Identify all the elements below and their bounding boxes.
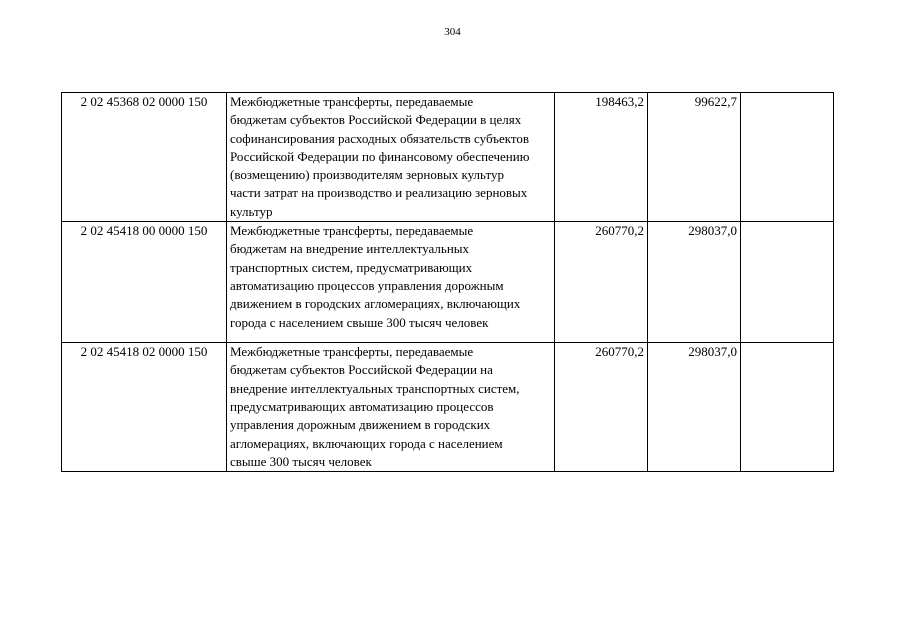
description-line: бюджетам на внедрение интеллектуальных <box>230 241 470 257</box>
description-line: внедрение интеллектуальных транспортных систем, <box>230 380 520 396</box>
budget-code-cell: 2 02 45418 00 0000 150 <box>62 222 227 343</box>
budget-table <box>61 92 834 472</box>
description-line: управления дорожным движением в городских <box>230 417 491 433</box>
description-line: автоматизацию процессов управления дорожным <box>230 277 504 293</box>
amount-cell-1: 260770,2 <box>555 343 648 472</box>
description-line: движением в городских агломерациях, включающих <box>230 296 521 312</box>
description-line: Российской Федерации по финансовому обеспечению <box>230 148 530 164</box>
description-line: города с населением свыше 300 тысяч человек <box>230 314 489 330</box>
amount-cell-2: 298037,0 <box>648 343 741 472</box>
description-cell <box>227 343 555 472</box>
amount-cell-2: 99622,7 <box>648 93 741 222</box>
description-line: предусматривающих автоматизацию процессов <box>230 398 494 414</box>
description-line: Межбюджетные трансферты, передаваемые <box>230 344 474 360</box>
page-number: 304 <box>444 26 461 38</box>
table-row <box>62 93 834 222</box>
description-line: части затрат на производство и реализацию зерновых <box>230 185 528 201</box>
description-line: агломерациях, включающих города с населением <box>230 435 503 451</box>
description-cell <box>227 222 555 343</box>
description-line: бюджетам субъектов Российской Федерации на <box>230 362 493 378</box>
amount-cell-2: 298037,0 <box>648 222 741 343</box>
amount-cell-1: 198463,2 <box>555 93 648 222</box>
description-line: Межбюджетные трансферты, передаваемые <box>230 223 474 239</box>
budget-code-cell: 2 02 45368 02 0000 150 <box>62 93 227 222</box>
description-line: софинансирования расходных обязательств субъектов <box>230 130 530 146</box>
amount-cell-3 <box>741 93 834 222</box>
amount-cell-3 <box>741 222 834 343</box>
description-line: свыше 300 тысяч человек <box>230 453 372 469</box>
description-line: (возмещению) производителям зерновых культур <box>230 167 504 183</box>
description-line: Межбюджетные трансферты, передаваемые <box>230 94 474 109</box>
amount-cell-3 <box>741 343 834 472</box>
description-line: культур <box>230 203 273 219</box>
amount-cell-1: 260770,2 <box>555 222 648 343</box>
table-row <box>62 222 834 343</box>
description-line: транспортных систем, предусматривающих <box>230 259 473 275</box>
budget-code-cell: 2 02 45418 02 0000 150 <box>62 343 227 472</box>
description-cell <box>227 93 555 222</box>
table-row <box>62 343 834 472</box>
description-line: бюджетам субъектов Российской Федерации в целях <box>230 112 522 128</box>
